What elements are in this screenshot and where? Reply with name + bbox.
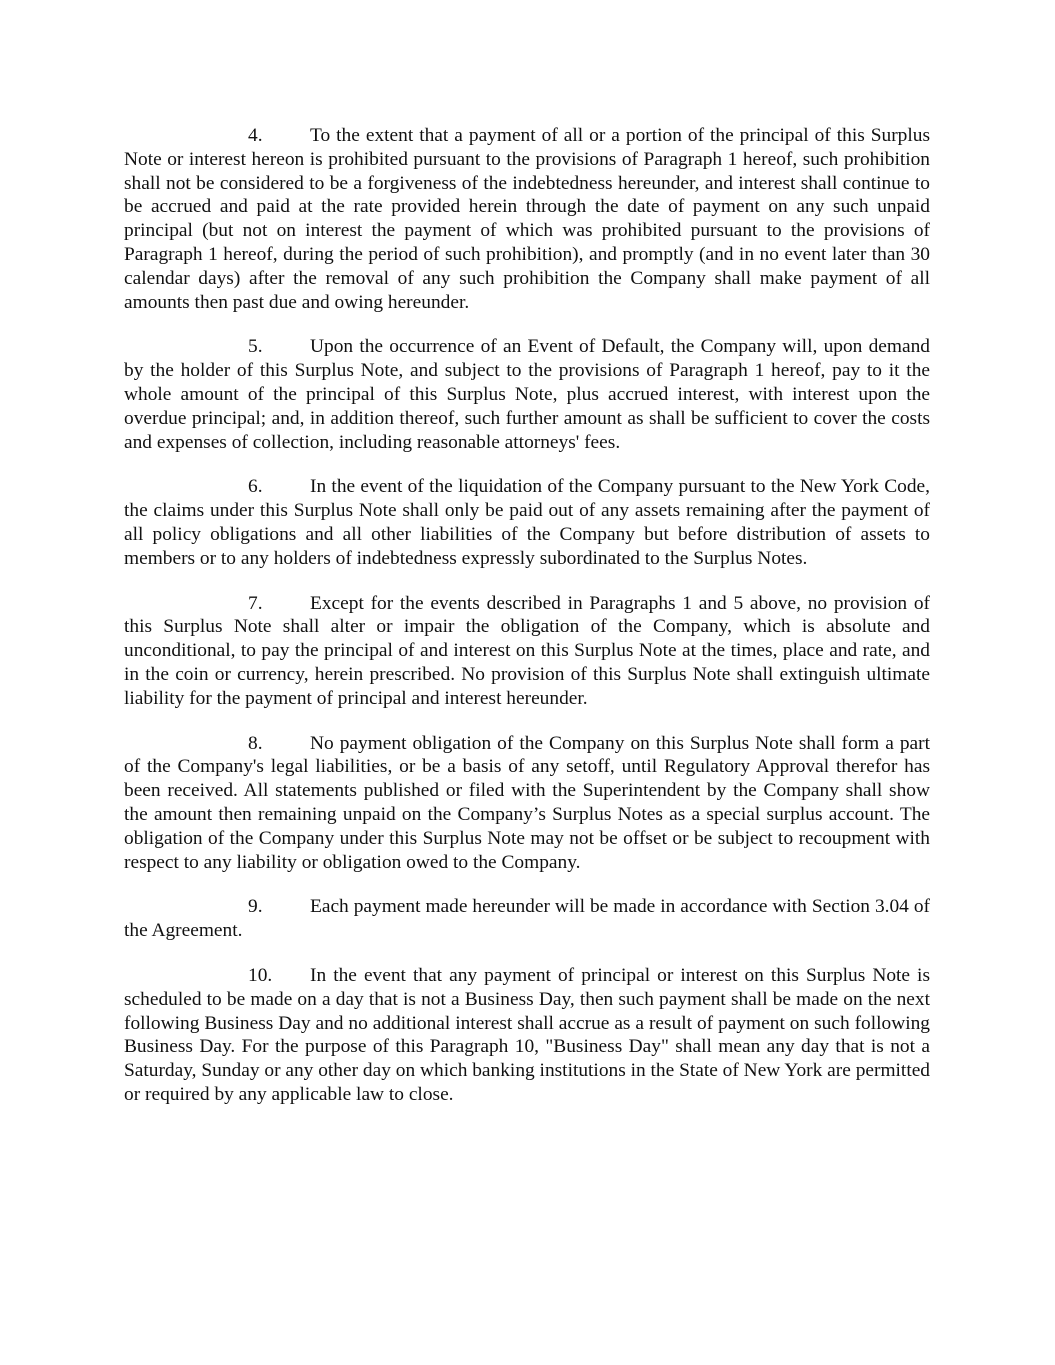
paragraph-9 <box>124 895 930 943</box>
paragraph-number: 7. <box>248 592 263 614</box>
paragraph-number: 9. <box>248 896 263 918</box>
paragraph-6 <box>124 475 930 570</box>
paragraph-number: 5. <box>248 336 263 358</box>
paragraph-text: In the event of the liquidation of the Company pursuant to the New York Code, the claims under this Surplus Note shall only be paid out of any assets remaining after the payment of all policy obligations and all other liabilities of the Company but before distribution of assets to members or to any holders of indebtedness expressly subordinated to the Surplus Notes. <box>124 476 930 569</box>
paragraph-text: No payment obligation of the Company on this Surplus Note shall form a part of the Company's legal liabilities, or be a basis of any setoff, until Regulatory Approval therefor has been received. All statements published or filed with the Superintendent by the Company shall show the amount then remaining unpaid on the Company’s Surplus Notes as a special surplus account. The obligation of the Company under this Surplus Note may not be offset or be subject to recoupment with respect to any liability or obligation owed to the Company. <box>124 732 930 873</box>
paragraph-text: In the event that any payment of principal or interest on this Surplus Note is scheduled to be made on a day that is not a Business Day, then such payment shall be made on the next following Business Day and no additional interest shall accrue as a result of payment on such following Business Day. For the purpose of this Paragraph 10, "Business Day" shall mean any day that is not a Saturday, Sunday or any other day on which banking institutions in the State of New York are permitted or required by any applicable law to close. <box>124 964 931 1105</box>
paragraph-number: 4. <box>248 125 263 146</box>
paragraph-10 <box>124 964 930 1107</box>
paragraph-number: 6. <box>248 476 263 498</box>
paragraph-text: Each payment made hereunder will be made in accordance with Section 3.04 of the Agreement. <box>124 896 930 942</box>
document-page <box>124 124 930 1128</box>
paragraph-text: Except for the events described in Paragraphs 1 and 5 above, no provision of this Surplus Note shall alter or impair the obligation of the Company, which is absolute and unconditional, to pay the principal of and interest on this Surplus Note at the times, place and rate, and in the coin or currency, herein prescribed. No provision of this Surplus Note shall extinguish ultimate liability for the payment of principal and interest hereunder. <box>124 592 930 709</box>
paragraph-number: 10. <box>248 964 273 986</box>
paragraph-4 <box>124 124 930 314</box>
paragraph-7 <box>124 592 930 711</box>
paragraph-5 <box>124 335 930 454</box>
paragraph-text: To the extent that a payment of all or a portion of the principal of this Surplus Note or interest hereon is prohibited pursuant to the provisions of Paragraph 1 hereof, such prohibition shall not be considered to be a forgiveness of the indebtedness hereunder, and interest shall continue to be accrued and paid at the rate provided herein through the date of payment on any such unpaid principal (but not on interest the payment of which was prohibited pursuant to the provisions of Paragraph 1 hereof, during the period of such prohibition), and promptly (and in no event later than 30 calendar days) after the removal of any such prohibition the Company shall make payment of all amounts then past due and owing hereunder. <box>124 125 930 313</box>
paragraph-number: 8. <box>248 732 263 754</box>
paragraph-text: Upon the occurrence of an Event of Default, the Company will, upon demand by the holder of this Surplus Note, and subject to the provisions of Paragraph 1 hereof, pay to it the whole amount of the principal of this Surplus Note, plus accrued interest, with interest upon the overdue principal; and, in addition thereof, such further amount as shall be sufficient to cover the costs and expenses of collection, including reasonable attorneys' fees. <box>124 336 930 453</box>
paragraph-8 <box>124 732 930 875</box>
